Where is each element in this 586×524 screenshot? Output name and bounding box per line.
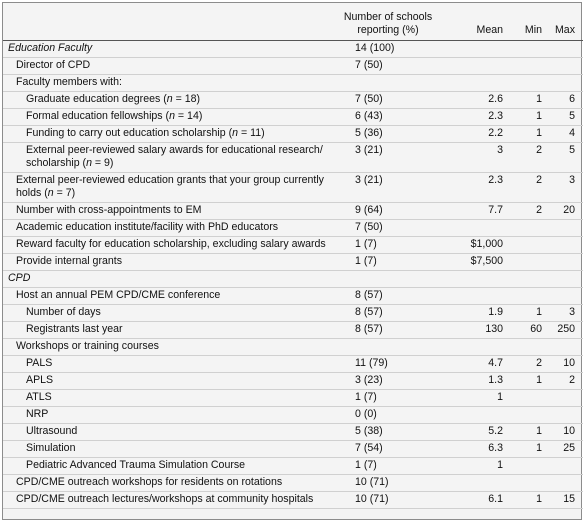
header-max: Max: [554, 24, 575, 36]
row-number-reporting: [341, 288, 435, 305]
row-mean: [435, 75, 515, 92]
table-row: [3, 322, 583, 339]
row-mean-text: $1,000: [470, 238, 503, 250]
row-min: [515, 407, 546, 424]
row-max: [546, 475, 583, 492]
table-frame: [2, 2, 582, 520]
row-label-text: Academic education institute/facility with PhD educators: [16, 221, 279, 233]
row-label-text: CPD: [8, 272, 31, 284]
row-number-reporting: [341, 441, 435, 458]
row-number-reporting: [341, 237, 435, 254]
row-min-text: 1: [536, 425, 542, 437]
row-label: [3, 203, 341, 220]
header-mean: Mean: [476, 24, 503, 36]
row-mean: [435, 237, 515, 254]
row-max: [546, 109, 583, 126]
row-min: [515, 237, 546, 254]
row-max: [546, 288, 583, 305]
row-min: [515, 373, 546, 390]
row-min: [515, 41, 546, 58]
row-mean-text: 4.7: [488, 357, 503, 369]
table-row: [3, 173, 583, 203]
row-min: [515, 58, 546, 75]
row-min: [515, 492, 546, 509]
row-label-text: Director of CPD: [16, 59, 91, 71]
row-label: [3, 475, 341, 492]
table-header-row: [3, 3, 583, 41]
row-mean: [435, 143, 515, 173]
row-label: [3, 492, 341, 509]
row-mean: [435, 41, 515, 58]
row-mean-text: 6.3: [488, 442, 503, 454]
row-number-reporting: [341, 109, 435, 126]
row-max: [546, 75, 583, 92]
row-number-reporting: [341, 58, 435, 75]
row-max: [546, 92, 583, 109]
row-label: [3, 254, 341, 271]
row-min-text: 2: [536, 144, 542, 156]
row-mean: [435, 373, 515, 390]
row-min-text: 1: [536, 442, 542, 454]
row-number-reporting: [341, 271, 435, 288]
row-max-text: 5: [569, 144, 575, 156]
row-number-reporting: [341, 407, 435, 424]
table-row: [3, 407, 583, 424]
row-mean-text: 2.6: [488, 93, 503, 105]
row-mean: [435, 109, 515, 126]
row-number-reporting-text: 7 (50): [355, 59, 383, 71]
row-mean-text: 1: [497, 391, 503, 403]
row-mean-text: 2.2: [488, 127, 503, 139]
row-min-text: 1: [536, 93, 542, 105]
row-mean: [435, 173, 515, 203]
row-mean-text: 130: [485, 323, 503, 335]
row-number-reporting-text: 0 (0): [355, 408, 377, 420]
row-min-text: 1: [536, 127, 542, 139]
row-mean: [435, 220, 515, 237]
row-number-reporting: [341, 75, 435, 92]
row-mean: [435, 441, 515, 458]
table-row: [3, 143, 583, 173]
row-min-text: 1: [536, 493, 542, 505]
row-label-text: Education Faculty: [8, 42, 93, 54]
row-label: [3, 305, 341, 322]
row-min: [515, 390, 546, 407]
row-label: [3, 75, 341, 92]
row-min-text: 1: [536, 374, 542, 386]
row-number-reporting: [341, 126, 435, 143]
row-min: [515, 126, 546, 143]
table-row: [3, 441, 583, 458]
row-label: [3, 356, 341, 373]
table-row: [3, 271, 583, 288]
row-number-reporting-text: 3 (21): [355, 174, 383, 186]
row-max-text: 25: [563, 442, 575, 454]
row-label-text: Simulation: [26, 442, 76, 454]
row-max-text: 2: [569, 374, 575, 386]
row-number-reporting: [341, 356, 435, 373]
row-label-text: Formal education fellowships (n = 14): [26, 110, 203, 122]
table-row: [3, 237, 583, 254]
header-number-of-schools: [341, 3, 435, 41]
row-number-reporting: [341, 458, 435, 475]
row-number-reporting: [341, 373, 435, 390]
row-number-reporting-text: 14 (100): [355, 42, 395, 54]
row-label-text: Registrants last year: [26, 323, 123, 335]
row-mean: [435, 390, 515, 407]
row-label: [3, 390, 341, 407]
row-mean-text: 6.1: [488, 493, 503, 505]
row-number-reporting: [341, 322, 435, 339]
table-row: [3, 220, 583, 237]
row-mean: [435, 203, 515, 220]
row-label-text: ATLS: [26, 391, 52, 403]
row-min: [515, 356, 546, 373]
row-number-reporting-text: 1 (7): [355, 238, 377, 250]
row-label-text: Provide internal grants: [16, 255, 122, 267]
row-mean: [435, 305, 515, 322]
row-max: [546, 143, 583, 173]
row-max: [546, 458, 583, 475]
row-number-reporting-text: 8 (57): [355, 323, 383, 335]
row-min-text: 2: [536, 357, 542, 369]
row-mean-text: 7.7: [488, 204, 503, 216]
header-min: Min: [524, 24, 542, 36]
row-number-reporting-text: 7 (50): [355, 93, 383, 105]
row-label-text: External peer-reviewed education grants that your group currently holds (n = 7): [16, 174, 324, 199]
row-label: [3, 441, 341, 458]
row-mean: [435, 475, 515, 492]
row-mean-text: 2.3: [488, 174, 503, 186]
row-max: [546, 220, 583, 237]
row-label-text: Faculty members with:: [16, 76, 122, 88]
table-row: [3, 58, 583, 75]
row-label: [3, 173, 341, 203]
row-number-reporting-text: 3 (21): [355, 144, 383, 156]
row-label: [3, 407, 341, 424]
table-row: [3, 203, 583, 220]
table-row: [3, 305, 583, 322]
row-min: [515, 92, 546, 109]
row-number-reporting: [341, 339, 435, 356]
row-max-text: 3: [569, 306, 575, 318]
header-number-line2: reporting (%): [357, 24, 419, 36]
row-label-text: CPD/CME outreach lectures/workshops at community hospitals: [16, 493, 314, 505]
table-row: [3, 475, 583, 492]
row-mean: [435, 322, 515, 339]
row-number-reporting: [341, 475, 435, 492]
row-label: [3, 41, 341, 58]
row-mean: [435, 492, 515, 509]
table-row: [3, 339, 583, 356]
row-mean: [435, 288, 515, 305]
row-max: [546, 254, 583, 271]
row-max-text: 3: [569, 174, 575, 186]
row-number-reporting: [341, 492, 435, 509]
row-number-reporting: [341, 220, 435, 237]
row-number-reporting: [341, 92, 435, 109]
row-max: [546, 424, 583, 441]
row-label-text: Host an annual PEM CPD/CME conference: [16, 289, 221, 301]
row-mean: [435, 356, 515, 373]
row-number-reporting: [341, 41, 435, 58]
row-max: [546, 126, 583, 143]
row-min: [515, 109, 546, 126]
row-mean-text: 5.2: [488, 425, 503, 437]
row-mean: [435, 458, 515, 475]
data-table: [3, 3, 583, 509]
row-label-text: CPD/CME outreach workshops for residents on rotations: [16, 476, 283, 488]
row-number-reporting-text: 3 (23): [355, 374, 383, 386]
row-min-text: 2: [536, 204, 542, 216]
row-min: [515, 475, 546, 492]
table-row: [3, 424, 583, 441]
row-mean: [435, 339, 515, 356]
row-max: [546, 173, 583, 203]
row-number-reporting-text: 7 (50): [355, 221, 383, 233]
row-mean: [435, 58, 515, 75]
row-number-reporting-text: 11 (79): [355, 357, 388, 369]
row-min: [515, 271, 546, 288]
row-number-reporting-text: 10 (71): [355, 476, 389, 488]
row-min: [515, 173, 546, 203]
row-max: [546, 441, 583, 458]
row-label: [3, 237, 341, 254]
row-label-text: Funding to carry out education scholarship (n = 11): [26, 127, 265, 139]
row-number-reporting: [341, 143, 435, 173]
row-label-text: PALS: [26, 357, 53, 369]
row-min-text: 1: [536, 110, 542, 122]
row-mean: [435, 271, 515, 288]
row-max: [546, 339, 583, 356]
row-max-text: 5: [569, 110, 575, 122]
row-number-reporting-text: 5 (38): [355, 425, 383, 437]
row-max: [546, 390, 583, 407]
row-max-text: 10: [563, 357, 575, 369]
row-number-reporting: [341, 305, 435, 322]
row-label: [3, 92, 341, 109]
table-body: [3, 41, 583, 509]
row-mean-text: 3: [497, 144, 503, 156]
row-number-reporting: [341, 254, 435, 271]
table-row: [3, 458, 583, 475]
row-min: [515, 322, 546, 339]
row-min: [515, 75, 546, 92]
row-label-text: Ultrasound: [26, 425, 78, 437]
row-number-reporting-text: 10 (71): [355, 493, 389, 505]
row-mean: [435, 254, 515, 271]
row-label-text: Reward faculty for education scholarship, excluding salary awards: [16, 238, 326, 250]
row-label: [3, 458, 341, 475]
row-label: [3, 126, 341, 143]
row-label-text: NRP: [26, 408, 49, 420]
row-min: [515, 288, 546, 305]
row-mean: [435, 126, 515, 143]
row-label-text: Number with cross-appointments to EM: [16, 204, 202, 216]
row-number-reporting-text: 9 (64): [355, 204, 383, 216]
row-mean: [435, 92, 515, 109]
row-number-reporting-text: 5 (36): [355, 127, 383, 139]
row-max: [546, 41, 583, 58]
row-min: [515, 424, 546, 441]
row-min-text: 1: [536, 306, 542, 318]
row-max-text: 20: [563, 204, 575, 216]
row-max: [546, 203, 583, 220]
row-max-text: 6: [569, 93, 575, 105]
row-number-reporting-text: 8 (57): [355, 306, 383, 318]
table-row: [3, 92, 583, 109]
row-label-text: External peer-reviewed salary awards for educational research/ scholarship (n = 9): [26, 144, 323, 169]
row-label: [3, 424, 341, 441]
table-row: [3, 373, 583, 390]
row-label-text: Graduate education degrees (n = 18): [26, 93, 201, 105]
table-row: [3, 356, 583, 373]
table-row: [3, 492, 583, 509]
row-max: [546, 373, 583, 390]
row-max: [546, 356, 583, 373]
row-label: [3, 373, 341, 390]
row-max-text: 250: [557, 323, 575, 335]
row-label-text: Pediatric Advanced Trauma Simulation Course: [26, 459, 246, 471]
row-mean-text: 1: [497, 459, 503, 471]
row-label: [3, 58, 341, 75]
row-max: [546, 407, 583, 424]
row-min: [515, 305, 546, 322]
row-label: [3, 322, 341, 339]
row-mean-text: 1.9: [488, 306, 503, 318]
row-number-reporting-text: 1 (7): [355, 391, 377, 403]
table-row: [3, 254, 583, 271]
row-min-text: 2: [536, 174, 542, 186]
row-mean: [435, 407, 515, 424]
row-number-reporting: [341, 390, 435, 407]
row-min: [515, 339, 546, 356]
row-number-reporting-text: 1 (7): [355, 459, 377, 471]
row-max-text: 10: [563, 425, 575, 437]
row-max: [546, 58, 583, 75]
row-number-reporting: [341, 173, 435, 203]
row-label-text: APLS: [26, 374, 54, 386]
row-min: [515, 458, 546, 475]
row-max: [546, 305, 583, 322]
row-max: [546, 271, 583, 288]
row-number-reporting-text: 6 (43): [355, 110, 383, 122]
row-min: [515, 143, 546, 173]
row-min: [515, 254, 546, 271]
row-mean: [435, 424, 515, 441]
row-min-text: 60: [530, 323, 542, 335]
row-number-reporting-text: 8 (57): [355, 289, 383, 301]
row-max: [546, 237, 583, 254]
row-label: [3, 271, 341, 288]
row-mean-text: 2.3: [488, 110, 503, 122]
row-max: [546, 322, 583, 339]
row-max-text: 4: [569, 127, 575, 139]
row-label: [3, 339, 341, 356]
row-min: [515, 203, 546, 220]
header-label: [3, 3, 341, 41]
row-label: [3, 109, 341, 126]
row-label: [3, 143, 341, 173]
row-number-reporting: [341, 424, 435, 441]
row-label: [3, 220, 341, 237]
table-row: [3, 41, 583, 58]
row-mean-text: $7,500: [470, 255, 503, 267]
table-row: [3, 75, 583, 92]
row-label-text: Number of days: [26, 306, 101, 318]
row-min: [515, 220, 546, 237]
table-row: [3, 126, 583, 143]
row-mean-text: 1.3: [488, 374, 503, 386]
row-min: [515, 441, 546, 458]
row-number-reporting-text: 1 (7): [355, 255, 377, 267]
header-number-line1: Number of schools: [343, 11, 433, 23]
row-label: [3, 288, 341, 305]
row-label-text: Workshops or training courses: [16, 340, 159, 352]
row-max-text: 15: [563, 493, 575, 505]
table-row: [3, 390, 583, 407]
row-number-reporting: [341, 203, 435, 220]
row-number-reporting-text: 7 (54): [355, 442, 383, 454]
row-max: [546, 492, 583, 509]
table-row: [3, 109, 583, 126]
table-row: [3, 288, 583, 305]
